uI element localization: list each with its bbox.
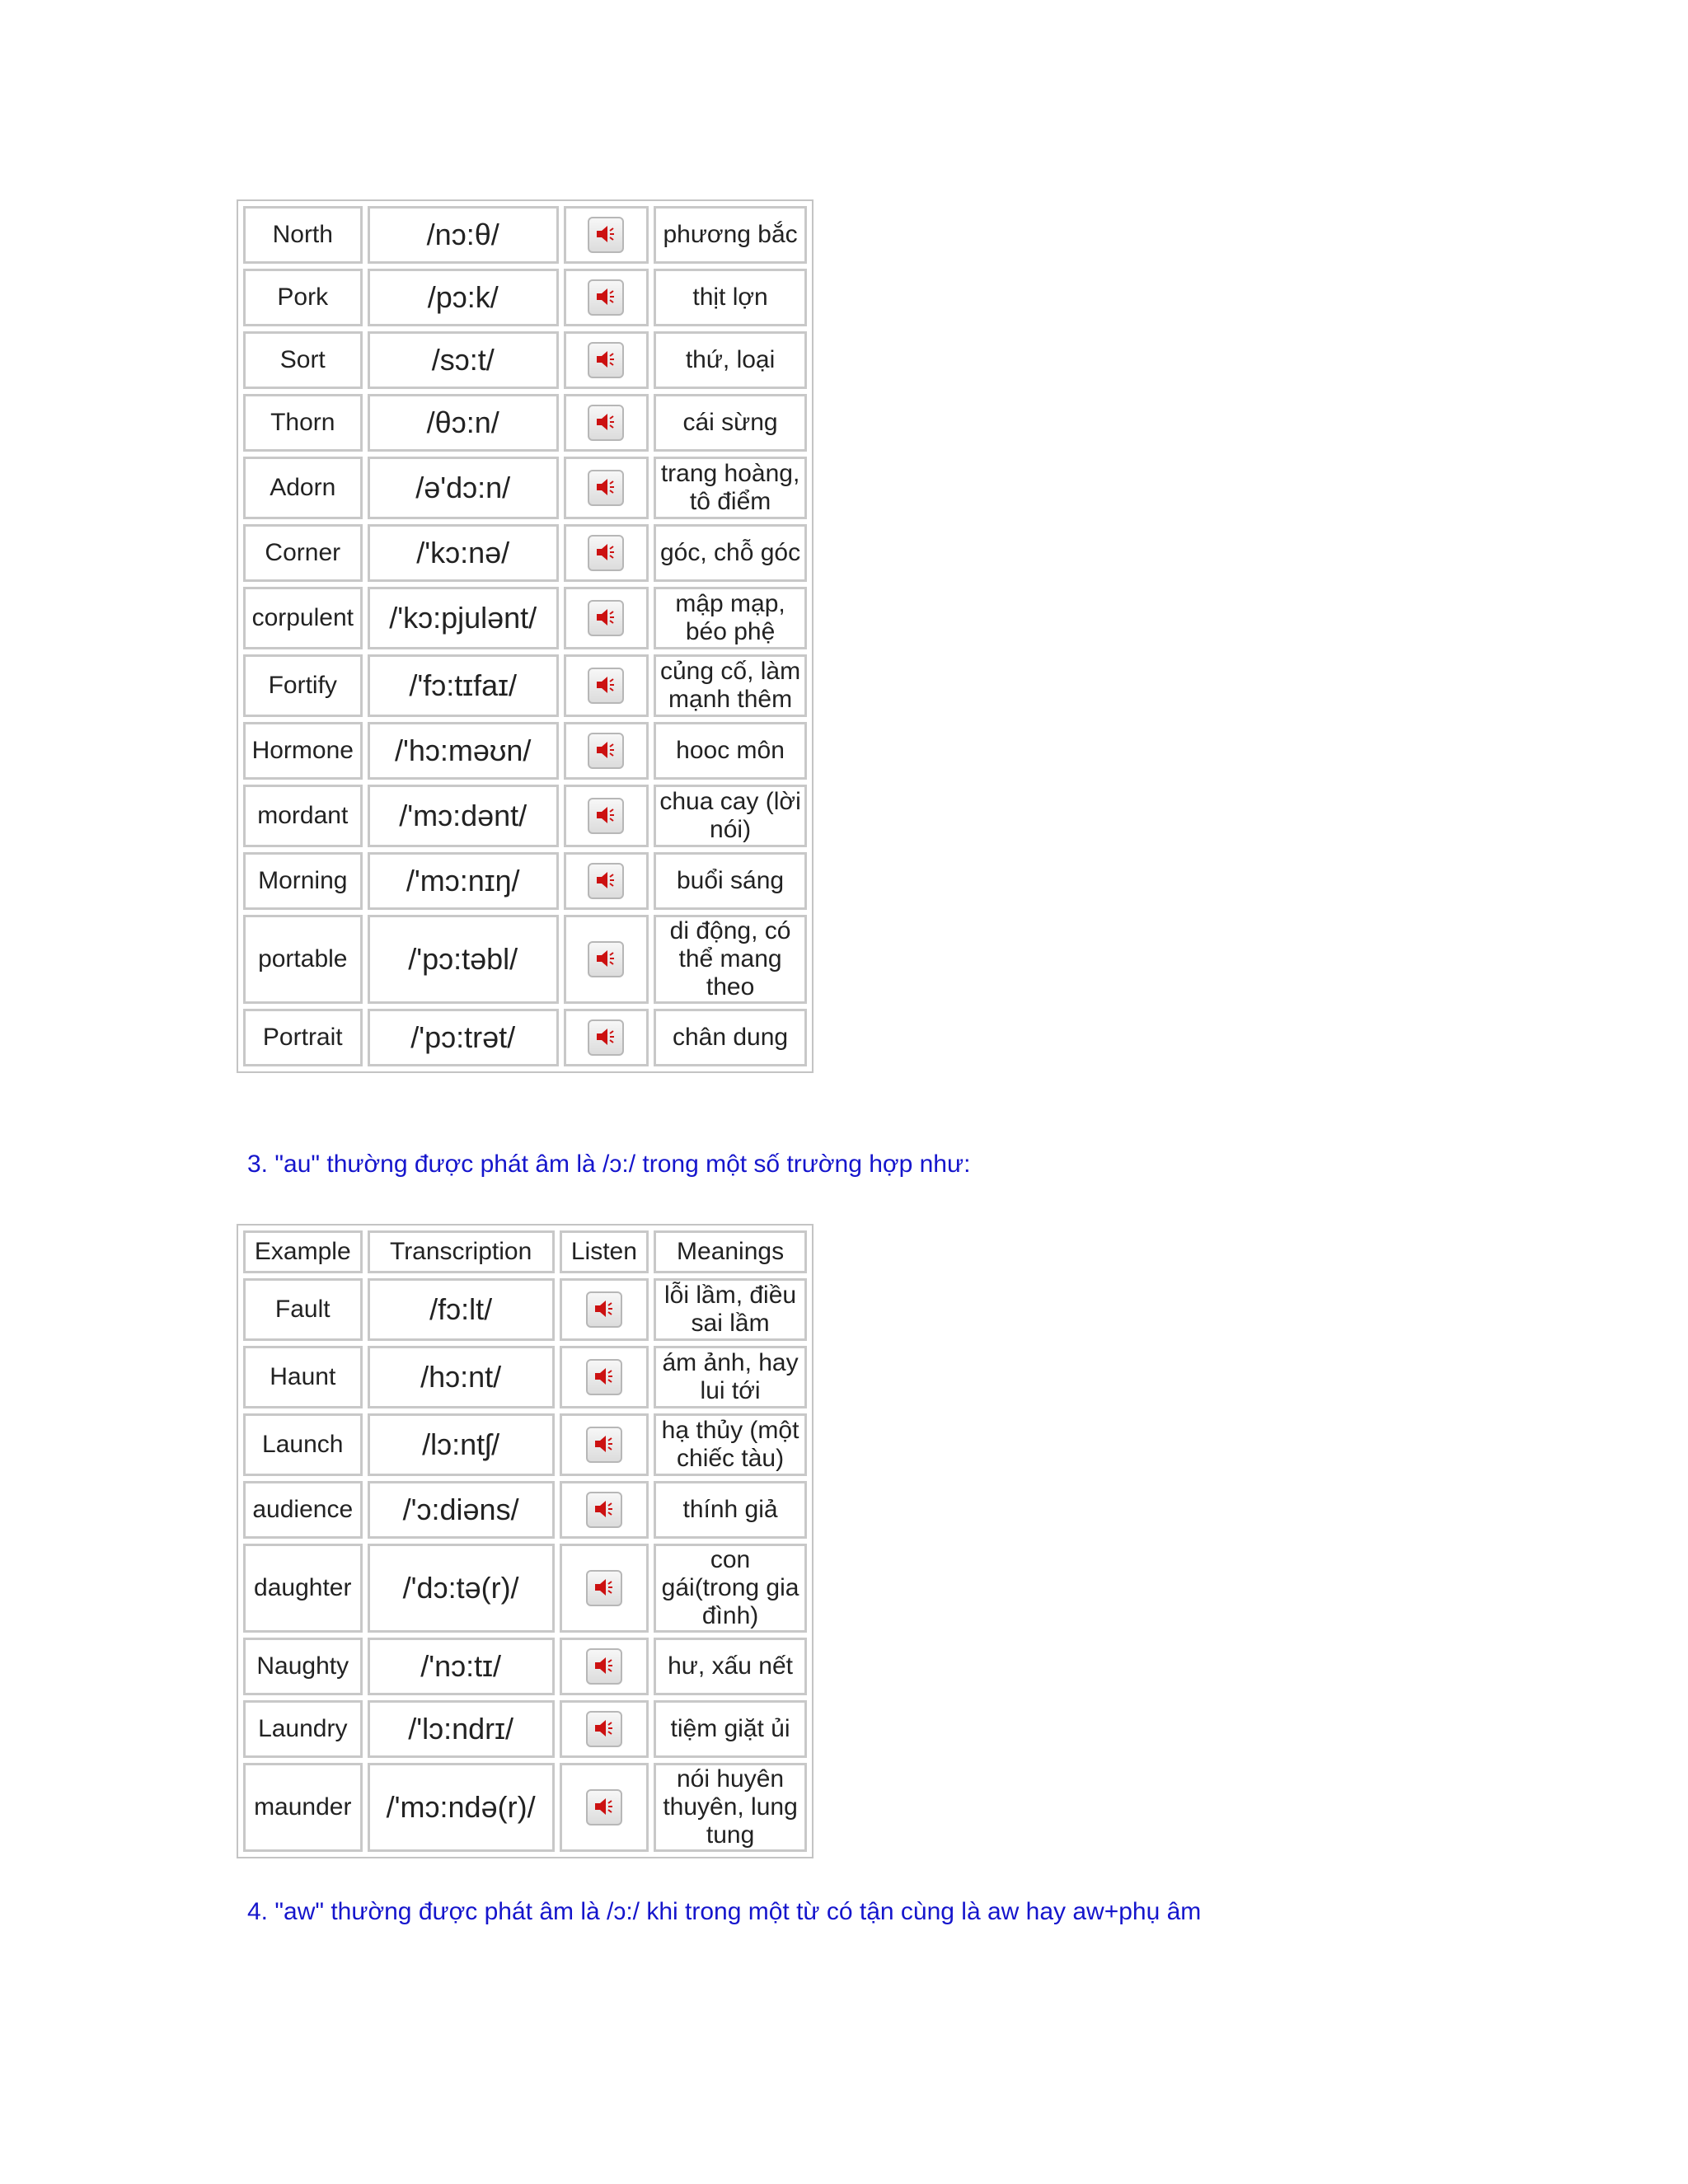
- word-cell: Fault: [243, 1278, 363, 1341]
- meaning-cell: cái sừng: [654, 394, 807, 452]
- transcription-cell: /sɔ:t/: [368, 331, 559, 389]
- transcription-cell: /'dɔ:tə(r)/: [368, 1544, 555, 1633]
- listen-cell: [564, 206, 649, 264]
- speaker-icon[interactable]: [586, 1789, 622, 1825]
- table-row: [243, 524, 807, 582]
- listen-cell: [564, 524, 649, 582]
- table-row: [243, 852, 807, 910]
- meaning-cell: tiệm giặt ủi: [654, 1700, 807, 1758]
- meaning-cell: chua cay (lời nói): [654, 785, 807, 847]
- table-row: [243, 1544, 807, 1633]
- table-row: [243, 587, 807, 649]
- speaker-icon[interactable]: [586, 1492, 622, 1528]
- meaning-cell: hạ thủy (một chiếc tàu): [654, 1413, 807, 1476]
- transcription-cell: /'kɔ:nə/: [368, 524, 559, 582]
- table-row: [243, 1481, 807, 1539]
- listen-cell: [564, 457, 649, 519]
- word-cell: mordant: [243, 785, 363, 847]
- listen-cell: [560, 1700, 649, 1758]
- table-row: [243, 1009, 807, 1066]
- speaker-icon[interactable]: [588, 798, 624, 834]
- transcription-cell: /'fɔ:tɪfaɪ/: [368, 654, 559, 717]
- listen-cell: [560, 1278, 649, 1341]
- transcription-cell: /'mɔ:ndə(r)/: [368, 1763, 555, 1852]
- speaker-icon[interactable]: [588, 863, 624, 899]
- word-cell: Thorn: [243, 394, 363, 452]
- meaning-cell: nói huyên thuyên, lung tung: [654, 1763, 807, 1852]
- speaker-icon[interactable]: [588, 941, 624, 977]
- transcription-cell: /pɔ:k/: [368, 269, 559, 326]
- header-transcription: Transcription: [368, 1230, 555, 1273]
- vocab-table-or: [237, 199, 814, 1073]
- speaker-icon[interactable]: [586, 1711, 622, 1747]
- speaker-icon[interactable]: [588, 1019, 624, 1056]
- speaker-icon[interactable]: [588, 405, 624, 441]
- meaning-cell: con gái(trong gia đình): [654, 1544, 807, 1633]
- word-cell: maunder: [243, 1763, 363, 1852]
- word-cell: Launch: [243, 1413, 363, 1476]
- meaning-cell: hư, xấu nết: [654, 1638, 807, 1695]
- transcription-cell: /hɔ:nt/: [368, 1346, 555, 1408]
- transcription-cell: /'lɔ:ndrɪ/: [368, 1700, 555, 1758]
- meaning-cell: lỗi lầm, điều sai lầm: [654, 1278, 807, 1341]
- meaning-cell: thứ, loại: [654, 331, 807, 389]
- speaker-icon[interactable]: [588, 217, 624, 253]
- meaning-cell: góc, chỗ góc: [654, 524, 807, 582]
- transcription-cell: /'mɔ:nɪŋ/: [368, 852, 559, 910]
- meaning-cell: mập mạp, béo phệ: [654, 587, 807, 649]
- word-cell: corpulent: [243, 587, 363, 649]
- speaker-icon[interactable]: [588, 733, 624, 769]
- meaning-cell: hooc môn: [654, 722, 807, 780]
- listen-cell: [564, 331, 649, 389]
- transcription-cell: /'nɔ:tɪ/: [368, 1638, 555, 1695]
- word-cell: Laundry: [243, 1700, 363, 1758]
- transcription-cell: /θɔ:n/: [368, 394, 559, 452]
- speaker-icon[interactable]: [586, 1648, 622, 1685]
- word-cell: Morning: [243, 852, 363, 910]
- speaker-icon[interactable]: [586, 1291, 622, 1328]
- transcription-cell: /'mɔ:dənt/: [368, 785, 559, 847]
- listen-cell: [560, 1638, 649, 1695]
- word-cell: daughter: [243, 1544, 363, 1633]
- transcription-cell: /fɔ:lt/: [368, 1278, 555, 1341]
- meaning-cell: chân dung: [654, 1009, 807, 1066]
- transcription-cell: /nɔ:θ/: [368, 206, 559, 264]
- transcription-cell: /'kɔ:pjulənt/: [368, 587, 559, 649]
- table-row: [243, 722, 807, 780]
- meaning-cell: trang hoàng, tô điểm: [654, 457, 807, 519]
- listen-cell: [564, 394, 649, 452]
- speaker-icon[interactable]: [586, 1427, 622, 1463]
- word-cell: Haunt: [243, 1346, 363, 1408]
- word-cell: Sort: [243, 331, 363, 389]
- listen-cell: [560, 1481, 649, 1539]
- table-row: [243, 206, 807, 264]
- table-row: [243, 915, 807, 1004]
- listen-cell: [564, 852, 649, 910]
- listen-cell: [560, 1413, 649, 1476]
- meaning-cell: củng cố, làm mạnh thêm: [654, 654, 807, 717]
- word-cell: Pork: [243, 269, 363, 326]
- table-row: [243, 457, 807, 519]
- word-cell: Portrait: [243, 1009, 363, 1066]
- header-meanings: Meanings: [654, 1230, 807, 1273]
- listen-cell: [560, 1346, 649, 1408]
- table-row: [243, 654, 807, 717]
- speaker-icon[interactable]: [588, 470, 624, 506]
- meaning-cell: buổi sáng: [654, 852, 807, 910]
- speaker-icon[interactable]: [586, 1570, 622, 1606]
- speaker-icon[interactable]: [588, 668, 624, 704]
- transcription-cell: /lɔ:ntʃ/: [368, 1413, 555, 1476]
- table-row: [243, 1700, 807, 1758]
- table-header-row: [243, 1230, 807, 1273]
- speaker-icon[interactable]: [588, 279, 624, 316]
- meaning-cell: di động, có thể mang theo: [654, 915, 807, 1004]
- word-cell: Hormone: [243, 722, 363, 780]
- listen-cell: [564, 269, 649, 326]
- table-row: [243, 1346, 807, 1408]
- speaker-icon[interactable]: [588, 600, 624, 636]
- section-heading-aw: 4. "aw" thường được phát âm là /ɔ:/ khi trong một từ có tận cùng là aw hay aw+phụ âm: [247, 1898, 1202, 1925]
- transcription-cell: /'ɔ:diəns/: [368, 1481, 555, 1539]
- word-cell: North: [243, 206, 363, 264]
- meaning-cell: thịt lợn: [654, 269, 807, 326]
- table-row: [243, 1763, 807, 1852]
- transcription-cell: /ə'dɔ:n/: [368, 457, 559, 519]
- word-cell: Corner: [243, 524, 363, 582]
- listen-cell: [560, 1763, 649, 1852]
- vocab-table-au: [237, 1224, 814, 1858]
- transcription-cell: /'hɔ:məʊn/: [368, 722, 559, 780]
- meaning-cell: phương bắc: [654, 206, 807, 264]
- word-cell: Fortify: [243, 654, 363, 717]
- speaker-icon[interactable]: [588, 342, 624, 378]
- word-cell: portable: [243, 915, 363, 1004]
- listen-cell: [564, 785, 649, 847]
- word-cell: audience: [243, 1481, 363, 1539]
- table-row: [243, 1413, 807, 1476]
- listen-cell: [564, 722, 649, 780]
- listen-cell: [564, 587, 649, 649]
- table-row: [243, 1278, 807, 1341]
- speaker-icon[interactable]: [586, 1359, 622, 1395]
- table-row: [243, 269, 807, 326]
- word-cell: Naughty: [243, 1638, 363, 1695]
- listen-cell: [560, 1544, 649, 1633]
- meaning-cell: thính giả: [654, 1481, 807, 1539]
- header-example: Example: [243, 1230, 363, 1273]
- transcription-cell: /'pɔ:trət/: [368, 1009, 559, 1066]
- table-row: [243, 331, 807, 389]
- listen-cell: [564, 915, 649, 1004]
- listen-cell: [564, 1009, 649, 1066]
- table-row: [243, 394, 807, 452]
- meaning-cell: ám ảnh, hay lui tới: [654, 1346, 807, 1408]
- table-row: [243, 1638, 807, 1695]
- listen-cell: [564, 654, 649, 717]
- table-row: [243, 785, 807, 847]
- transcription-cell: /'pɔ:təbl/: [368, 915, 559, 1004]
- section-heading-au: 3. "au" thường được phát âm là /ɔ:/ trong một số trường hợp như:: [247, 1151, 971, 1178]
- header-listen: Listen: [560, 1230, 649, 1273]
- speaker-icon[interactable]: [588, 535, 624, 571]
- word-cell: Adorn: [243, 457, 363, 519]
